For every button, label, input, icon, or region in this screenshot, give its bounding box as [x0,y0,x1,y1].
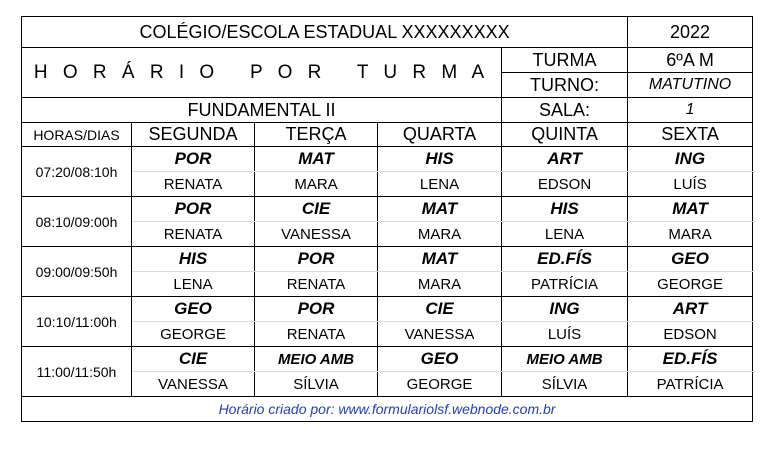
subject-cell: GEO [628,247,753,272]
teacher-cell: LENA [378,172,502,197]
time-slot: 11:00/11:50h [22,347,132,397]
day-header-monday: SEGUNDA [132,123,255,147]
subject-cell: MEIO AMB [255,347,378,372]
subject-cell: HIS [502,197,628,222]
time-slot: 10:10/11:00h [22,297,132,347]
day-header-wednesday: QUARTA [378,123,502,147]
teacher-cell: PATRÍCIA [502,272,628,297]
teacher-cell: EDSON [502,172,628,197]
teacher-cell: PATRÍCIA [628,372,753,397]
subject-cell: MAT [378,197,502,222]
subject-cell: CIE [255,197,378,222]
hours-days-header: HORAS/DIAS [22,123,132,147]
teacher-cell: MARA [628,222,753,247]
subject-cell: MAT [628,197,753,222]
subject-cell: MAT [255,147,378,172]
time-slot: 07:20/08:10h [22,147,132,197]
subject-cell: ED.FÍS [502,247,628,272]
teacher-cell: RENATA [255,322,378,347]
teacher-cell: GEORGE [132,322,255,347]
teacher-cell: VANESSA [132,372,255,397]
teacher-cell: LUÍS [502,322,628,347]
teacher-cell: MARA [255,172,378,197]
teacher-cell: MARA [378,272,502,297]
subject-cell: POR [255,247,378,272]
teacher-cell: RENATA [132,222,255,247]
subject-cell: CIE [378,297,502,322]
subject-cell: POR [255,297,378,322]
subject-cell: ART [502,147,628,172]
turma-label: TURMA [502,48,628,73]
teacher-cell: MARA [378,222,502,247]
subject-cell: CIE [132,347,255,372]
day-header-tuesday: TERÇA [255,123,378,147]
schedule-sheet [21,16,752,424]
footer-credit: Horário criado por: www.formulariolsf.webnode.com.br [22,397,753,422]
subject-cell: POR [132,147,255,172]
teacher-cell: GEORGE [378,372,502,397]
subject-cell: ING [628,147,753,172]
subject-cell: MAT [378,247,502,272]
subject-cell: ING [502,297,628,322]
day-header-thursday: QUINTA [502,123,628,147]
subject-cell: HIS [132,247,255,272]
teacher-cell: RENATA [255,272,378,297]
subject-cell: MEIO AMB [502,347,628,372]
sala-label: SALA: [502,98,628,123]
teacher-cell: EDSON [628,322,753,347]
teacher-cell: SÍLVIA [502,372,628,397]
turno-label: TURNO: [502,73,628,98]
level-label: FUNDAMENTAL II [22,98,502,123]
teacher-cell: VANESSA [255,222,378,247]
turma-value: 6ºA M [628,48,753,73]
sala-value: 1 [628,98,753,123]
subject-cell: ED.FÍS [628,347,753,372]
time-slot: 09:00/09:50h [22,247,132,297]
school-name: COLÉGIO/ESCOLA ESTADUAL XXXXXXXXX [22,17,628,48]
schedule-table [21,16,753,422]
subject-cell: ART [628,297,753,322]
subject-cell: GEO [132,297,255,322]
teacher-cell: LENA [132,272,255,297]
day-header-friday: SEXTA [628,123,753,147]
subject-cell: POR [132,197,255,222]
teacher-cell: LENA [502,222,628,247]
school-year: 2022 [628,17,753,48]
teacher-cell: VANESSA [378,322,502,347]
teacher-cell: LUÍS [628,172,753,197]
turno-value: MATUTINO [628,73,753,98]
teacher-cell: RENATA [132,172,255,197]
subject-cell: HIS [378,147,502,172]
subject-cell: GEO [378,347,502,372]
time-slot: 08:10/09:00h [22,197,132,247]
teacher-cell: SÍLVIA [255,372,378,397]
schedule-title: H O R Á R I O P O R T U R M A [22,48,502,98]
teacher-cell: GEORGE [628,272,753,297]
